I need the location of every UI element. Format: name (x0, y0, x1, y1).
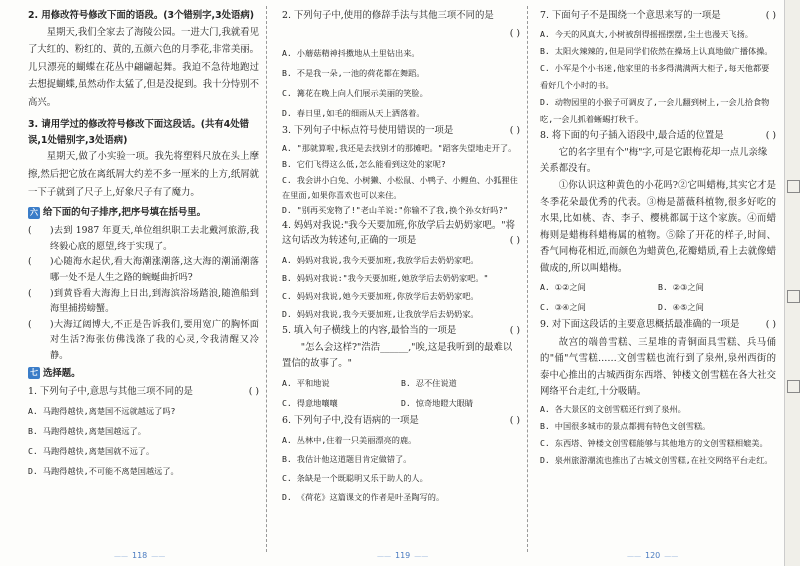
option[interactable]: C. 妈妈对我说,她今天要加班,你放学后去奶奶家吧。 (282, 290, 479, 301)
option[interactable]: D. 动物园里的小猴子可调皮了,一会儿翻到树上,一会儿拾食物吃,一会儿抓着蜥蜴打秋千。 (540, 96, 770, 124)
fill-sentence: "怎么会这样?"浩浩______,"唉,这是我听到的最难以置信的故事了。" (282, 342, 513, 369)
page-number: —— 120 —— (623, 551, 682, 560)
question-4 (282, 218, 520, 323)
option[interactable]: D. 泉州旅游潮流也推出了古城文创雪糕,在社交网络平台走红。 (540, 454, 773, 465)
question-stem-row (282, 218, 520, 249)
sort-item-text: )到黄昏看大海海上日出,到海滨浴场踏浪,随渔船到海里捕捞螃蟹。 (50, 287, 259, 315)
sort-item-text: )心随海水起伏,看大海潮涨潮落,这大海的潮涌潮落哪一处不是人生之路的蜿蜒曲折吗? (50, 256, 259, 284)
answer-paren[interactable]: ( ) (509, 415, 520, 426)
option[interactable]: D. 惊奇地瞪大眼睛 (401, 398, 474, 408)
binding-mark (787, 290, 800, 303)
page-120 (528, 0, 780, 566)
question-8 (540, 128, 776, 318)
option[interactable]: B. 马跑得越快,离楚国越远了。 (28, 426, 146, 437)
section-six (28, 205, 259, 363)
option[interactable]: B. ②③之间 (658, 282, 704, 292)
option[interactable]: B. 太阳火辣辣的,但是同学们依然在操场上认真地做广播体操。 (540, 45, 773, 56)
answer-paren[interactable]: ( ) (248, 385, 259, 397)
question-stem: 7. 下面句子不是围绕一个意思来写的一项是 (540, 10, 721, 21)
section-heading (28, 366, 259, 382)
question-stem: 3. 下列句子中标点符号使用错误的一项是 (282, 125, 454, 136)
option[interactable]: D. "别再买宠物了!"老山羊说:"你输不了我,换个孙女好吗?" (282, 204, 509, 215)
section-badge: 七 (30, 368, 38, 378)
option[interactable]: A. "那就算啦,我还是去找别才的那摊吧。"蹈客失望地走开了。 (282, 142, 517, 153)
passage-text: ①你认识这种黄色的小花吗?②它叫蜡梅,其实它才是冬季花朵最优秀的代表。③梅是蔷薇科植物,很多好吃的水果,比如桃、杏、李子、樱桃都属于这个家族。④而蜡梅则是蜡梅科蜡梅属的植物。⑤除了开花的样子,时间、香气同梅花相近,而颜色为蜡黄色,花瓣蜡质,看上去就像蜡做成的,所以叫蜡梅。 (540, 180, 776, 274)
binding-edge (784, 0, 800, 566)
page-number: —— 118 —— (110, 551, 169, 560)
question-stem-row (282, 413, 520, 429)
question-stem: 6. 下列句子中,没有语病的一项是 (282, 415, 419, 426)
question-3 (282, 123, 520, 218)
option[interactable]: D. 《荷花》这篇课文的作者是叶圣陶写的。 (282, 491, 445, 502)
question-stem: 2. 下列句子中,使用的修辞手法与其他三项不同的是 (282, 10, 494, 21)
option-row (540, 297, 776, 317)
option[interactable]: A. 今天的风真大,小树被刮得摇摇摆摆,尘土也漫天飞扬。 (540, 28, 753, 39)
sort-item-text: )去到 1987 年夏天,单位组织职工去北戴河旅游,我终毅心底的愿望,终于实现了。 (50, 225, 259, 252)
sort-item[interactable] (28, 254, 259, 285)
option[interactable]: A. ①②之间 (540, 282, 586, 292)
page-119 (268, 0, 526, 566)
question-title: 3. 请用学过的修改符号修改下面这段话。(共有4处错误,1处错别字,3处语病) (28, 119, 250, 146)
question-stem: 8. 将下面的句子插入语段中,最合适的位置是 (540, 129, 724, 141)
section-title: 给下面的句子排序,把序号填在括号里。 (43, 207, 206, 219)
option[interactable]: D. ④⑤之间 (658, 302, 704, 312)
answer-paren: ( (28, 256, 32, 268)
answer-paren[interactable]: ( ) (765, 129, 776, 141)
option[interactable]: C. 条缺是一个既聪明又乐于助人的人。 (282, 472, 428, 483)
binding-mark (787, 380, 800, 393)
question-2 (282, 8, 520, 123)
choice-question (28, 384, 259, 400)
option[interactable]: C. 篝花在晚上向人们展示美丽的笑脸。 (282, 88, 428, 98)
answer-paren[interactable]: ( ) (765, 319, 776, 330)
answer-paren: ( (28, 225, 32, 237)
option[interactable]: A. 马跑得越快,离楚国不远就越远了吗? (28, 406, 176, 417)
answer-paren[interactable]: ( ) (509, 324, 520, 336)
option-row (540, 277, 776, 297)
option[interactable]: B. 它们飞得这么低,怎么能看到这处的家呢? (282, 158, 446, 169)
question-stem: 9. 对下面这段话的主要意思概括最准确的一项是 (540, 319, 740, 330)
answer-paren-row (282, 26, 520, 42)
answer-paren[interactable]: ( ) (509, 27, 520, 39)
section-seven (28, 366, 259, 482)
answer-paren: ( (28, 287, 32, 299)
passage-text: 星期天,做了小实验一项。我先将塑料尺放在头上摩擦,然后把它放在离纸屑大约差不多一厘米的上方,纸屑就一下子就到了尺子上,好象尺子有了魔力。 (28, 151, 259, 198)
option[interactable]: D. 春日里,如毛的细雨从天上洒落着。 (282, 108, 425, 118)
option[interactable]: C. 我会讲小白兔、小树獭、小松鼠、小鸭子、小鲤鱼、小狐狸住在里面,如果你喜欢也可以来住。 (282, 174, 518, 200)
option[interactable]: B. 妈妈对我说:"我今天要加班,她放学后去奶奶家吧。" (282, 272, 489, 283)
column-divider (266, 6, 267, 552)
option[interactable]: A. 平和地说 (282, 378, 330, 388)
option[interactable]: A. 丛林中,住着一只美丽漂亮的鹿。 (282, 434, 417, 445)
question-stem-row (540, 8, 776, 24)
question-stem-row (282, 323, 520, 339)
option[interactable]: C. 马跑得越快,离楚国就不远了。 (28, 446, 155, 457)
option[interactable]: A. 小蘑菇精神抖擞地从土里钻出来。 (282, 48, 420, 58)
section-heading (28, 205, 259, 221)
page-number: —— 119 —— (373, 551, 432, 560)
section-badge: 六 (30, 207, 38, 217)
question-5 (282, 323, 520, 414)
answer-paren[interactable]: ( ) (765, 10, 776, 21)
question-stem-row (282, 123, 520, 139)
answer-paren: ( (28, 318, 32, 330)
option[interactable]: B. 不是我一朵,一池的荷花都在舞蹈。 (282, 68, 425, 78)
page-118 (0, 0, 265, 566)
question-9 (540, 317, 776, 469)
answer-paren[interactable]: ( ) (509, 235, 520, 246)
inserted-sentence: 它的名字里有个"梅"字,可是它跟梅花却一点儿亲缘关系都没有。 (540, 147, 768, 174)
sort-item[interactable] (28, 223, 259, 254)
question-stem: 5. 填入句子横线上的内容,最恰当的一项是 (282, 324, 457, 336)
question-stem-row (540, 128, 776, 144)
option[interactable]: B. 忍不住说道 (401, 378, 457, 388)
option[interactable]: A. 各大景区的文创雪糕还行到了泉州。 (540, 403, 686, 414)
question-stem: 1. 下列句子中,意思与其他三项不同的是 (28, 385, 193, 397)
option[interactable]: B. 我估计他这道题目肯定做错了。 (282, 453, 412, 464)
question-title: 2. 用修改符号修改下面的语段。(3个错别字,3处语病) (28, 10, 255, 21)
binding-mark (787, 180, 800, 193)
sort-item[interactable] (28, 317, 259, 364)
question-stem-row (282, 8, 520, 24)
option-row (282, 373, 520, 393)
option[interactable]: D. 马跑得越快,不可能不离楚国越远了。 (28, 466, 179, 477)
option[interactable]: A. 妈妈对我说,我今天要加班,我放学后去奶奶家吧。 (282, 254, 479, 265)
question-2 (28, 8, 259, 111)
option[interactable]: C. 小军是个小书迷,他家里的书多得满满两大柜子,每天他都要看好几个小时的书。 (540, 62, 770, 90)
question-7 (540, 8, 776, 128)
option[interactable]: D. 妈妈对我说,我今天要加班,让我放学后去奶奶家。 (282, 308, 479, 319)
option[interactable]: B. 中国很多城市的景点都拥有特色文创雪糕。 (540, 420, 711, 431)
question-stem-row (540, 317, 776, 333)
option[interactable]: C. ③④之间 (540, 302, 586, 312)
option[interactable]: C. 东西塔、钟楼文创雪糕能够与其他地方的文创雪糕相媲美。 (540, 437, 768, 448)
section-title: 选择题。 (43, 367, 81, 379)
question-6 (282, 413, 520, 507)
sort-item-text: )大海辽阔博大,不正是告诉我们,要用宽广的胸怀面对生活?海张仿佛浅涤了我的心灵,令我清醒又冷静。 (50, 318, 259, 361)
passage-text: 故宫的端兽雪糕、三星堆的青铜面具雪糕、兵马俑的"俑"气雪糕……文创雪糕也流行到了泉州,泉州西街的泰中心推出的古城西街东西塔、钟楼文创雪糕在各大社交网络平台走红,十分吸睛。 (540, 336, 776, 397)
passage-text: 星期天,我们全家去了海陵公园。一进大门,我就看见了大红的、粉红的、黄的,五颜六色的月季花,非常美丽。儿只漂亮的蝴蝶在花丛中翩翩起舞。我迫不急待地跑过去想捉蝴蝶,虽然动作太猛了,但是没捉到。我十分恃别不高兴。 (28, 26, 260, 108)
question-3 (28, 117, 259, 201)
answer-paren[interactable]: ( ) (509, 125, 520, 136)
option[interactable]: C. 得意地嚷嚷 (282, 398, 338, 408)
question-stem: 4. 妈妈对我说:"我今天要加班,你放学后去奶奶家吧。"将这句话改为转述句,正确的一项是 (282, 219, 515, 246)
sort-item[interactable] (28, 286, 259, 317)
option-row (282, 393, 520, 413)
